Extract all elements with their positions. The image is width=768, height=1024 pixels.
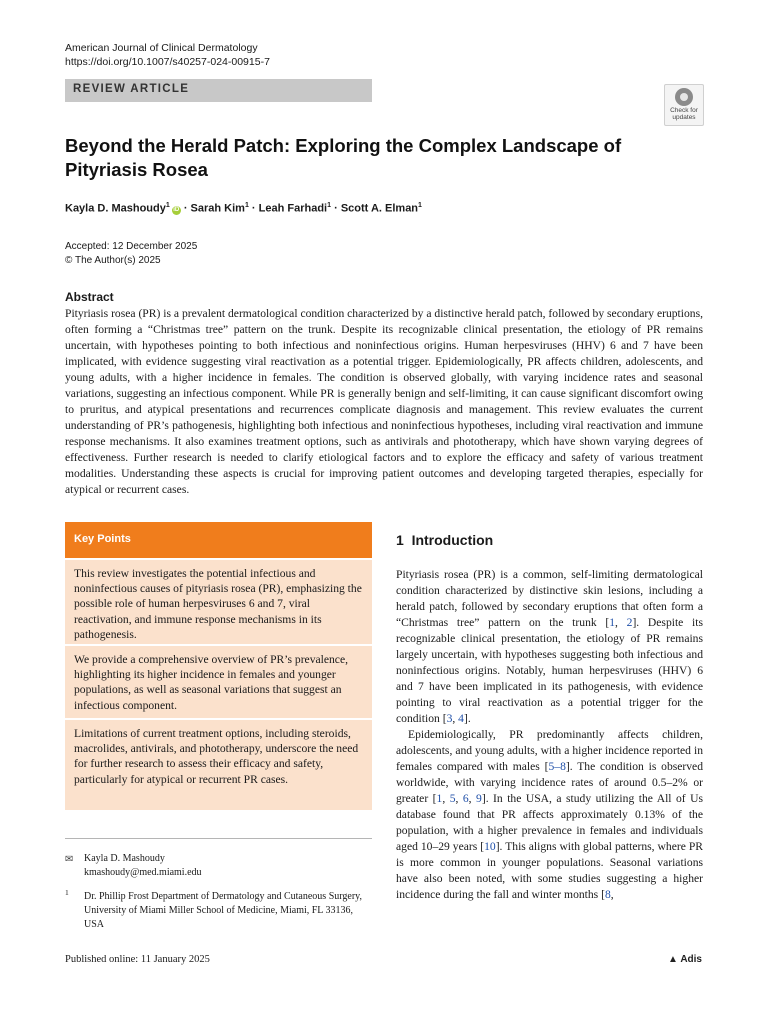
article-title: Beyond the Herald Patch: Exploring the Complex Landscape of Pityriasis Rosea — [65, 135, 622, 180]
accepted-date: Accepted: 12 December 2025 — [65, 241, 198, 252]
key-point-item — [65, 720, 372, 810]
citation-link[interactable]: 1 — [609, 616, 616, 629]
citation-link[interactable]: 6 — [462, 792, 469, 805]
author-list: Kayla D. Mashoudy$^1$iD · Sarah Kim$^1$ · Leah Farhadi$^1$ · Scott A. Elman$^1$ — [65, 202, 422, 215]
citation-link[interactable]: 4 — [458, 712, 464, 725]
author-name[interactable]: Leah Farhadi — [258, 202, 328, 215]
section-number: 1 — [396, 532, 404, 548]
affiliation-text: Dr. Phillip Frost Department of Dermatology and Cutaneous Surgery, University of Miami Miller School of Medicine, Miami, FL 33136, USA — [84, 891, 363, 930]
author-affiliation-mark: 1 — [418, 202, 422, 209]
key-point-text: Limitations of current treatment options, including steroids, macrolides, antivirals, and phototherapy, underscore the need for further research to assess their efficacy and safety, particularly for atypical or recurrent PR cases. — [74, 727, 359, 786]
author-affiliation-mark: 1 — [327, 202, 332, 209]
article-type-label: REVIEW ARTICLE — [73, 83, 190, 95]
paragraph-text: , — [610, 888, 614, 901]
journal-name: American Journal of Clinical Dermatology — [65, 42, 258, 54]
affiliation-number: 1 — [65, 888, 69, 897]
section-title: Introduction — [411, 532, 494, 548]
paragraph-text: Epidemiologically, PR predominantly affects children, adolescents, and young adults, with a higher incidence reported in females compared with males [ — [396, 728, 703, 773]
key-points-box — [65, 522, 372, 810]
paragraph-text: ]. — [463, 712, 471, 725]
paragraph-text: ]. This aligns with global patterns, where PR is more common in younger populations. Seasonal variations have also been noted, with some studies suggesting a higher incidence during the fall and winter months [ — [396, 840, 703, 901]
citation-link[interactable]: 9 — [476, 792, 482, 805]
check-for-updates-icon — [675, 88, 693, 106]
key-point-text: This review investigates the potential infectious and noninfectious causes of pityriasis rosea (PR), emphasizing the possible role of human herpesviruses 6 and 7, viral reactivation, and immune response mechanisms in its pathogenesis. — [74, 567, 362, 641]
doi-link[interactable]: https://doi.org/10.1007/s40257-024-00915-7 — [65, 56, 270, 68]
orcid-icon[interactable]: iD — [173, 206, 180, 213]
publisher-triangle-icon: ▲ — [668, 954, 678, 965]
author-name[interactable]: Scott A. Elman — [340, 202, 419, 215]
paragraph-text: Pityriasis rosea (PR) is a common, self-limiting dermatological condition characterized by distinctive skin lesions, including a herald patch, followed by secondary eruptions that often form a “Christmas tree” pattern on the trunk [ — [396, 568, 703, 629]
publisher-logo — [668, 954, 702, 965]
envelope-icon: ✉ — [65, 854, 74, 865]
citation-link[interactable]: 5 — [449, 792, 456, 805]
intro-paragraph-1: Pityriasis rosea (PR) is a common, self-limiting dermatological condition characterized by distinctive skin lesions, including a herald patch, followed by secondary eruptions that often form a “Christmas tree” pattern on the trunk [1, 2]. Despite its recognizable clinical presentation, the etiology of PR remains largely uncertain, with hypotheses suggesting both infectious and noninfectious origins. Notably, human herpesviruses (HHV) 6 and 7 have been implicated in its pathogenesis, with evidence pointing to viral reactivation as a potential trigger for the condition [3, 4]. — [396, 568, 703, 725]
section-heading-introduction — [396, 532, 493, 548]
paragraph-text: ]. In the USA, a study utilizing the All of Us database found that PR affects approximately 0.13% of the population, with a higher prevalence in females and individuals aged 10–29 years [ — [396, 792, 704, 853]
citation-link[interactable]: 8 — [604, 888, 611, 901]
published-online-date: Published online: 11 January 2025 — [65, 954, 210, 965]
article-type-bar — [65, 79, 372, 102]
key-point-text: We provide a comprehensive overview of PR’s prevalence, highlighting its higher incidence in females and younger populations, as well as seasonal variations that suggest an infectious component. — [74, 653, 348, 712]
key-point-item — [65, 560, 372, 644]
publisher-name: Adis — [680, 954, 702, 965]
author-affiliation-mark: 1 — [244, 202, 249, 209]
key-points-title: Key Points — [74, 533, 131, 545]
corresponding-author-name: Kayla D. Mashoudy — [84, 853, 165, 864]
citation-link[interactable]: 3 — [446, 712, 453, 725]
intro-paragraph-2: Epidemiologically, PR predominantly affects children, adolescents, and young adults, with a higher incidence reported in females compared with males [5–8]. The condition is observed worldwide, with varying incidence rates of around 0.5–2% or greater [1, 5, 6, 9]. In the USA, a study utilizing the All of Us database found that PR affects approximately 0.13% of the population, with a higher prevalence in females and individuals aged 10–29 years [10]. This aligns with global patterns, where PR is more common in younger populations. Seasonal variations have also been noted, with some studies suggesting a higher incidence during the fall and winter months [8, — [396, 728, 704, 901]
author-affiliation-mark: 1 — [165, 202, 170, 209]
paragraph-text: ]. The condition is observed worldwide, with varying incidence rates of around 0.5–2% or greater [ — [396, 760, 703, 805]
paragraph-text: ]. Despite its recognizable clinical presentation, the etiology of PR remains largely uncertain, with hypotheses suggesting both infectious and noninfectious origins. Notably, human herpesviruses (HHV) 6 and 7 have been implicated in its pathogenesis, with evidence pointing to viral reactivation as a potential trigger for the condition [ — [396, 616, 703, 725]
citation-link[interactable]: 1 — [436, 792, 443, 805]
citation-link[interactable]: 5–8 — [548, 760, 566, 773]
key-points-header — [65, 522, 372, 558]
key-point-item — [65, 646, 372, 718]
check-for-updates-label: Check for updates — [670, 107, 698, 121]
author-name[interactable]: Kayla D. Mashoudy — [65, 202, 166, 215]
citation-link[interactable]: 2 — [626, 616, 633, 629]
abstract-heading: Abstract — [65, 290, 114, 304]
footnote-divider — [65, 838, 372, 839]
author-name[interactable]: Sarah Kim — [190, 202, 245, 215]
copyright-notice: © The Author(s) 2025 — [65, 255, 161, 266]
abstract-text: Pityriasis rosea (PR) is a prevalent dermatological condition characterized by a distinctive herald patch, followed by secondary eruptions, often forming a “Christmas tree” pattern on the trunk. Despite its recognizable clinical presentation, the etiology of PR remains uncertain, with hypotheses pointing to both infectious and noninfectious origins. Human herpesviruses (HHV) 6 and 7 have been implicated, with evidence suggesting viral reactivation as a potential trigger. Epidemiologically, PR affects children, adolescents, and young adults, with a higher incidence in females. The condition is observed globally, with varying incidence rates and seasonal variations, suggesting an infectious component. While PR is generally benign and self-limiting, it can cause significant discomfort owing to pruritus, and atypical presentations and recurrences complicate diagnosis and management. This review evaluates the current understanding of PR’s pathogenesis, highlighting both infectious and noninfectious hypotheses, including viral reactivation and immune response mechanisms. It also examines treatment options, such as antivirals and phototherapy, which have shown varying degrees of effectiveness. Further research is needed to clarify etiological factors and to explore the efficacy and safety of various treatment modalities. Understanding these aspects is crucial for improving patient outcomes and developing targeted therapies, especially for atypical or recurrent cases. — [65, 307, 703, 496]
corresponding-author-email[interactable]: kmashoudy@med.miami.edu — [84, 867, 202, 878]
check-for-updates-badge[interactable] — [664, 84, 704, 126]
citation-link[interactable]: 10 — [484, 840, 496, 853]
